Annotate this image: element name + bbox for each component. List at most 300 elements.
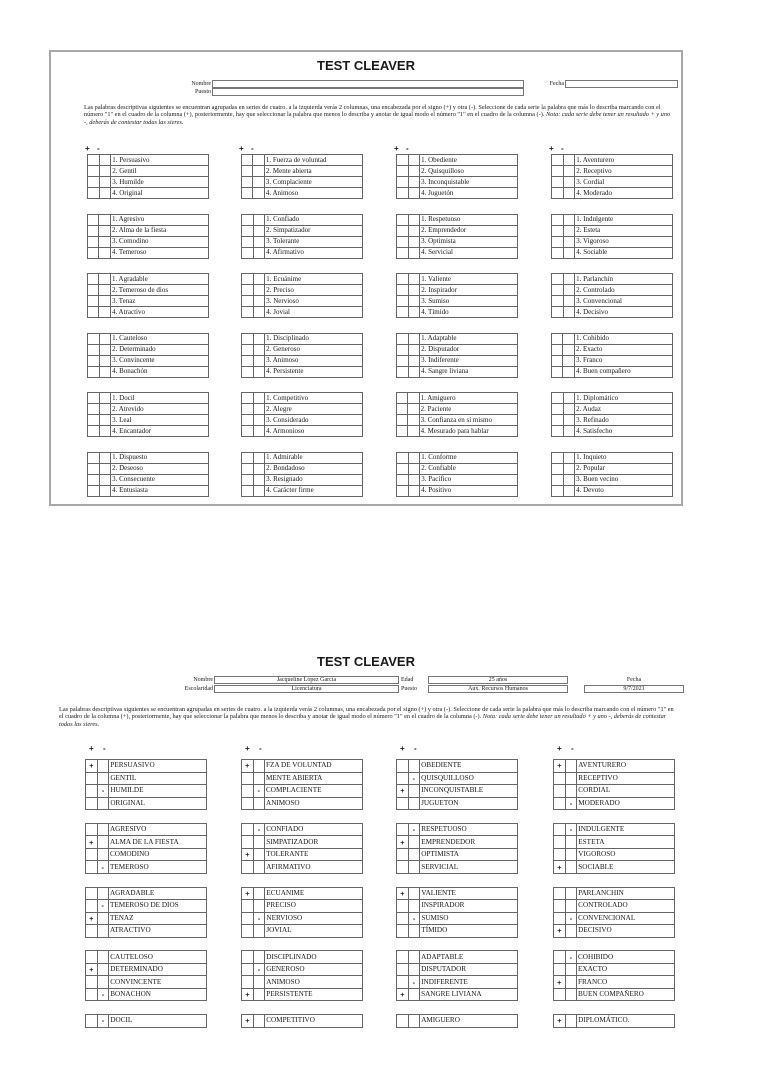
minus-checkbox[interactable] — [408, 155, 420, 166]
minus-checkbox[interactable] — [408, 296, 420, 307]
minus-checkbox[interactable] — [99, 285, 110, 296]
plus-checkbox[interactable]: + — [554, 925, 566, 938]
plus-checkbox[interactable] — [397, 344, 409, 355]
minus-checkbox[interactable] — [97, 912, 108, 925]
minus-checkbox[interactable] — [563, 155, 575, 166]
plus-checkbox[interactable] — [552, 344, 563, 355]
minus-checkbox[interactable] — [408, 355, 420, 366]
plus-checkbox[interactable] — [552, 307, 564, 318]
plus-checkbox[interactable] — [242, 296, 254, 307]
minus-checkbox[interactable] — [408, 785, 419, 798]
minus-checkbox[interactable]: - — [253, 823, 265, 836]
minus-checkbox[interactable] — [97, 823, 108, 836]
plus-checkbox[interactable] — [552, 393, 564, 404]
fecha-field[interactable] — [565, 80, 678, 88]
minus-checkbox[interactable] — [408, 404, 419, 415]
minus-checkbox[interactable] — [253, 344, 265, 355]
plus-checkbox[interactable] — [242, 951, 254, 964]
minus-checkbox[interactable] — [408, 900, 420, 913]
minus-checkbox[interactable] — [563, 344, 574, 355]
plus-checkbox[interactable] — [88, 415, 100, 426]
plus-checkbox[interactable] — [88, 463, 100, 474]
minus-checkbox[interactable] — [563, 274, 575, 285]
plus-checkbox[interactable] — [88, 214, 99, 225]
plus-checkbox[interactable] — [552, 236, 564, 247]
plus-checkbox[interactable] — [397, 274, 409, 285]
plus-checkbox[interactable] — [397, 823, 409, 836]
plus-checkbox[interactable] — [397, 366, 409, 377]
plus-checkbox[interactable] — [552, 485, 564, 496]
minus-checkbox[interactable] — [253, 366, 265, 377]
plus-checkbox[interactable] — [552, 426, 564, 437]
minus-checkbox[interactable] — [408, 836, 420, 849]
plus-checkbox[interactable] — [88, 474, 100, 485]
minus-checkbox[interactable] — [408, 285, 420, 296]
minus-checkbox[interactable] — [563, 404, 575, 415]
puesto-field[interactable]: Aux. Recursos Humanos — [428, 685, 568, 693]
minus-checkbox[interactable] — [565, 861, 577, 874]
plus-checkbox[interactable] — [397, 225, 409, 236]
plus-checkbox[interactable] — [552, 415, 564, 426]
minus-checkbox[interactable]: - — [565, 797, 577, 810]
plus-checkbox[interactable] — [242, 247, 254, 258]
plus-checkbox[interactable] — [554, 772, 566, 785]
plus-checkbox[interactable]: + — [397, 836, 409, 849]
minus-checkbox[interactable] — [253, 900, 265, 913]
minus-checkbox[interactable] — [565, 900, 577, 913]
minus-checkbox[interactable] — [97, 976, 109, 989]
minus-checkbox[interactable] — [99, 247, 110, 258]
minus-checkbox[interactable] — [99, 155, 111, 166]
plus-checkbox[interactable] — [242, 485, 254, 496]
minus-checkbox[interactable] — [408, 848, 420, 861]
minus-checkbox[interactable] — [408, 951, 420, 964]
minus-checkbox[interactable] — [408, 307, 420, 318]
minus-checkbox[interactable] — [99, 426, 111, 437]
minus-checkbox[interactable] — [408, 887, 420, 900]
minus-checkbox[interactable] — [253, 474, 265, 485]
minus-checkbox[interactable] — [408, 225, 420, 236]
minus-checkbox[interactable] — [253, 333, 265, 344]
plus-checkbox[interactable] — [397, 976, 409, 989]
plus-checkbox[interactable] — [554, 963, 566, 976]
plus-checkbox[interactable] — [397, 296, 409, 307]
plus-checkbox[interactable] — [397, 177, 409, 188]
plus-checkbox[interactable] — [88, 285, 99, 296]
plus-checkbox[interactable] — [554, 951, 566, 964]
minus-checkbox[interactable] — [408, 415, 419, 426]
minus-checkbox[interactable] — [99, 415, 111, 426]
edad-field[interactable]: 25 años — [428, 676, 568, 684]
minus-checkbox[interactable] — [99, 188, 111, 199]
minus-checkbox[interactable] — [253, 274, 265, 285]
minus-checkbox[interactable] — [99, 474, 111, 485]
plus-checkbox[interactable] — [552, 404, 564, 415]
minus-checkbox[interactable] — [408, 247, 420, 258]
minus-checkbox[interactable] — [253, 951, 265, 964]
plus-checkbox[interactable] — [242, 900, 254, 913]
minus-checkbox[interactable] — [563, 366, 574, 377]
minus-checkbox[interactable] — [563, 485, 575, 496]
plus-checkbox[interactable]: + — [397, 887, 409, 900]
plus-checkbox[interactable] — [397, 355, 409, 366]
plus-checkbox[interactable] — [86, 1015, 98, 1028]
minus-checkbox[interactable] — [563, 393, 575, 404]
plus-checkbox[interactable] — [397, 474, 409, 485]
nombre-field[interactable]: Jacqueline López García — [214, 676, 399, 684]
plus-checkbox[interactable] — [242, 426, 254, 437]
minus-checkbox[interactable] — [565, 887, 577, 900]
plus-checkbox[interactable] — [242, 976, 254, 989]
plus-checkbox[interactable] — [242, 912, 254, 925]
plus-checkbox[interactable] — [242, 344, 254, 355]
plus-checkbox[interactable] — [88, 155, 100, 166]
minus-checkbox[interactable] — [99, 463, 111, 474]
minus-checkbox[interactable]: - — [408, 912, 420, 925]
plus-checkbox[interactable] — [552, 274, 564, 285]
minus-checkbox[interactable] — [565, 848, 577, 861]
minus-checkbox[interactable] — [565, 1015, 576, 1028]
minus-checkbox[interactable] — [97, 951, 109, 964]
plus-checkbox[interactable] — [242, 861, 254, 874]
plus-checkbox[interactable] — [242, 836, 254, 849]
plus-checkbox[interactable] — [242, 404, 254, 415]
plus-checkbox[interactable] — [242, 366, 254, 377]
plus-checkbox[interactable] — [554, 900, 566, 913]
minus-checkbox[interactable] — [563, 214, 575, 225]
minus-checkbox[interactable] — [253, 426, 265, 437]
plus-checkbox[interactable] — [397, 155, 409, 166]
plus-checkbox[interactable] — [554, 887, 566, 900]
fecha-field[interactable]: 9/7/2021 — [584, 685, 684, 693]
minus-checkbox[interactable] — [97, 797, 109, 810]
minus-checkbox[interactable] — [253, 225, 265, 236]
plus-checkbox[interactable] — [242, 166, 253, 177]
minus-checkbox[interactable] — [97, 925, 108, 938]
minus-checkbox[interactable] — [408, 925, 420, 938]
plus-checkbox[interactable] — [552, 296, 564, 307]
plus-checkbox[interactable] — [242, 797, 254, 810]
plus-checkbox[interactable] — [242, 188, 253, 199]
plus-checkbox[interactable] — [397, 214, 409, 225]
minus-checkbox[interactable] — [253, 485, 265, 496]
plus-checkbox[interactable] — [552, 463, 564, 474]
plus-checkbox[interactable]: + — [554, 861, 566, 874]
plus-checkbox[interactable] — [554, 848, 566, 861]
minus-checkbox[interactable] — [408, 393, 419, 404]
minus-checkbox[interactable] — [253, 155, 264, 166]
plus-checkbox[interactable] — [397, 485, 409, 496]
plus-checkbox[interactable] — [554, 912, 566, 925]
plus-checkbox[interactable] — [552, 355, 563, 366]
minus-checkbox[interactable] — [253, 452, 265, 463]
minus-checkbox[interactable] — [253, 404, 265, 415]
plus-checkbox[interactable] — [397, 333, 409, 344]
plus-checkbox[interactable] — [242, 474, 254, 485]
minus-checkbox[interactable] — [253, 925, 265, 938]
plus-checkbox[interactable] — [397, 393, 408, 404]
minus-checkbox[interactable]: - — [253, 785, 264, 798]
minus-checkbox[interactable] — [97, 963, 109, 976]
minus-checkbox[interactable] — [563, 452, 575, 463]
plus-checkbox[interactable] — [552, 366, 563, 377]
minus-checkbox[interactable] — [253, 463, 265, 474]
minus-checkbox[interactable] — [408, 452, 420, 463]
minus-checkbox[interactable]: - — [97, 988, 109, 1001]
minus-checkbox[interactable]: - — [97, 785, 109, 798]
minus-checkbox[interactable] — [408, 861, 420, 874]
plus-checkbox[interactable]: + — [554, 1015, 566, 1028]
minus-checkbox[interactable] — [99, 214, 110, 225]
plus-checkbox[interactable]: + — [86, 836, 98, 849]
minus-checkbox[interactable] — [97, 848, 108, 861]
minus-checkbox[interactable] — [563, 247, 575, 258]
plus-checkbox[interactable] — [86, 951, 98, 964]
plus-checkbox[interactable] — [397, 307, 409, 318]
minus-checkbox[interactable] — [408, 177, 420, 188]
minus-checkbox[interactable] — [408, 474, 420, 485]
minus-checkbox[interactable] — [253, 393, 265, 404]
plus-checkbox[interactable] — [397, 925, 409, 938]
plus-checkbox[interactable] — [552, 188, 564, 199]
minus-checkbox[interactable] — [408, 963, 420, 976]
plus-checkbox[interactable] — [397, 236, 409, 247]
minus-checkbox[interactable] — [563, 474, 575, 485]
plus-checkbox[interactable] — [397, 404, 408, 415]
minus-checkbox[interactable] — [563, 307, 575, 318]
plus-checkbox[interactable] — [86, 823, 98, 836]
minus-checkbox[interactable] — [253, 760, 264, 773]
minus-checkbox[interactable]: - — [253, 963, 265, 976]
minus-checkbox[interactable]: - — [408, 823, 420, 836]
minus-checkbox[interactable] — [99, 344, 111, 355]
plus-checkbox[interactable] — [554, 836, 566, 849]
minus-checkbox[interactable] — [408, 344, 420, 355]
minus-checkbox[interactable] — [253, 415, 265, 426]
minus-checkbox[interactable]: - — [565, 912, 577, 925]
plus-checkbox[interactable] — [397, 452, 409, 463]
plus-checkbox[interactable] — [397, 900, 409, 913]
nombre-field[interactable] — [212, 80, 524, 88]
minus-checkbox[interactable] — [99, 404, 111, 415]
plus-checkbox[interactable]: + — [242, 848, 254, 861]
minus-checkbox[interactable] — [99, 452, 111, 463]
minus-checkbox[interactable] — [563, 166, 575, 177]
minus-checkbox[interactable] — [253, 307, 265, 318]
minus-checkbox[interactable] — [253, 887, 265, 900]
plus-checkbox[interactable] — [554, 823, 566, 836]
minus-checkbox[interactable] — [99, 485, 111, 496]
minus-checkbox[interactable] — [253, 772, 264, 785]
plus-checkbox[interactable] — [88, 296, 99, 307]
minus-checkbox[interactable] — [99, 236, 110, 247]
plus-checkbox[interactable] — [242, 236, 254, 247]
minus-checkbox[interactable] — [408, 797, 419, 810]
minus-checkbox[interactable] — [253, 988, 265, 1001]
plus-checkbox[interactable] — [88, 426, 100, 437]
minus-checkbox[interactable] — [253, 177, 264, 188]
plus-checkbox[interactable] — [552, 285, 564, 296]
plus-checkbox[interactable] — [397, 426, 408, 437]
minus-checkbox[interactable] — [408, 166, 420, 177]
minus-checkbox[interactable] — [99, 366, 111, 377]
plus-checkbox[interactable] — [554, 797, 566, 810]
minus-checkbox[interactable]: - — [97, 900, 108, 913]
minus-checkbox[interactable] — [253, 236, 265, 247]
plus-checkbox[interactable] — [242, 452, 254, 463]
plus-checkbox[interactable] — [552, 177, 564, 188]
plus-checkbox[interactable] — [88, 225, 99, 236]
plus-checkbox[interactable] — [397, 963, 409, 976]
minus-checkbox[interactable] — [563, 236, 575, 247]
minus-checkbox[interactable] — [565, 963, 576, 976]
minus-checkbox[interactable] — [253, 166, 264, 177]
plus-checkbox[interactable]: + — [86, 760, 98, 773]
plus-checkbox[interactable] — [88, 366, 100, 377]
minus-checkbox[interactable] — [563, 355, 574, 366]
plus-checkbox[interactable] — [242, 415, 254, 426]
minus-checkbox[interactable] — [565, 925, 577, 938]
plus-checkbox[interactable] — [397, 848, 409, 861]
minus-checkbox[interactable] — [565, 836, 577, 849]
plus-checkbox[interactable] — [242, 177, 253, 188]
minus-checkbox[interactable] — [563, 285, 575, 296]
plus-checkbox[interactable] — [552, 166, 564, 177]
minus-checkbox[interactable] — [97, 760, 109, 773]
minus-checkbox[interactable] — [253, 188, 264, 199]
plus-checkbox[interactable] — [397, 797, 409, 810]
plus-checkbox[interactable] — [88, 485, 100, 496]
minus-checkbox[interactable] — [253, 214, 265, 225]
minus-checkbox[interactable] — [99, 355, 111, 366]
plus-checkbox[interactable] — [88, 188, 100, 199]
plus-checkbox[interactable] — [86, 976, 98, 989]
plus-checkbox[interactable] — [242, 225, 254, 236]
minus-checkbox[interactable]: - — [408, 976, 420, 989]
plus-checkbox[interactable] — [242, 963, 254, 976]
plus-checkbox[interactable] — [554, 988, 566, 1001]
plus-checkbox[interactable] — [397, 188, 409, 199]
plus-checkbox[interactable]: + — [242, 760, 254, 773]
minus-checkbox[interactable]: - — [565, 823, 577, 836]
minus-checkbox[interactable] — [408, 426, 419, 437]
plus-checkbox[interactable] — [88, 247, 99, 258]
plus-checkbox[interactable] — [86, 785, 98, 798]
plus-checkbox[interactable] — [88, 177, 100, 188]
minus-checkbox[interactable] — [563, 177, 575, 188]
plus-checkbox[interactable] — [552, 225, 564, 236]
plus-checkbox[interactable] — [554, 785, 566, 798]
minus-checkbox[interactable] — [99, 393, 111, 404]
plus-checkbox[interactable] — [88, 166, 100, 177]
plus-checkbox[interactable] — [552, 452, 564, 463]
minus-checkbox[interactable] — [99, 333, 111, 344]
plus-checkbox[interactable] — [242, 307, 254, 318]
plus-checkbox[interactable] — [242, 155, 253, 166]
minus-checkbox[interactable] — [408, 485, 420, 496]
minus-checkbox[interactable] — [97, 887, 108, 900]
minus-checkbox[interactable] — [408, 463, 420, 474]
minus-checkbox[interactable] — [565, 976, 576, 989]
minus-checkbox[interactable] — [408, 274, 420, 285]
minus-checkbox[interactable] — [253, 355, 265, 366]
plus-checkbox[interactable]: + — [554, 760, 566, 773]
minus-checkbox[interactable] — [408, 236, 420, 247]
minus-checkbox[interactable] — [565, 760, 577, 773]
plus-checkbox[interactable] — [552, 214, 564, 225]
plus-checkbox[interactable] — [242, 772, 254, 785]
minus-checkbox[interactable] — [99, 177, 111, 188]
plus-checkbox[interactable] — [88, 355, 100, 366]
plus-checkbox[interactable] — [86, 848, 98, 861]
plus-checkbox[interactable] — [397, 463, 409, 474]
plus-checkbox[interactable] — [86, 797, 98, 810]
plus-checkbox[interactable] — [86, 887, 98, 900]
plus-checkbox[interactable] — [86, 900, 98, 913]
minus-checkbox[interactable] — [563, 426, 575, 437]
minus-checkbox[interactable] — [253, 848, 265, 861]
minus-checkbox[interactable] — [563, 463, 575, 474]
plus-checkbox[interactable] — [88, 274, 99, 285]
minus-checkbox[interactable] — [99, 274, 110, 285]
minus-checkbox[interactable] — [408, 333, 420, 344]
plus-checkbox[interactable] — [242, 214, 254, 225]
plus-checkbox[interactable] — [242, 785, 254, 798]
plus-checkbox[interactable] — [552, 474, 564, 485]
plus-checkbox[interactable] — [397, 415, 408, 426]
minus-checkbox[interactable] — [97, 836, 108, 849]
plus-checkbox[interactable] — [88, 236, 99, 247]
plus-checkbox[interactable] — [86, 925, 98, 938]
minus-checkbox[interactable] — [253, 861, 265, 874]
plus-checkbox[interactable] — [397, 166, 409, 177]
plus-checkbox[interactable]: + — [242, 1015, 254, 1028]
plus-checkbox[interactable] — [86, 861, 98, 874]
plus-checkbox[interactable]: + — [242, 887, 254, 900]
plus-checkbox[interactable] — [397, 912, 409, 925]
minus-checkbox[interactable] — [563, 296, 575, 307]
minus-checkbox[interactable]: - — [408, 772, 419, 785]
minus-checkbox[interactable] — [408, 988, 420, 1001]
minus-checkbox[interactable] — [99, 296, 110, 307]
plus-checkbox[interactable] — [242, 274, 254, 285]
plus-checkbox[interactable] — [397, 1015, 409, 1028]
minus-checkbox[interactable] — [565, 988, 576, 1001]
plus-checkbox[interactable] — [552, 247, 564, 258]
plus-checkbox[interactable]: + — [242, 988, 254, 1001]
minus-checkbox[interactable] — [563, 333, 574, 344]
minus-checkbox[interactable] — [563, 225, 575, 236]
plus-checkbox[interactable] — [88, 393, 100, 404]
minus-checkbox[interactable]: - — [97, 861, 108, 874]
plus-checkbox[interactable] — [397, 760, 409, 773]
minus-checkbox[interactable] — [408, 188, 420, 199]
plus-checkbox[interactable] — [86, 988, 98, 1001]
plus-checkbox[interactable] — [242, 393, 254, 404]
minus-checkbox[interactable] — [408, 366, 420, 377]
plus-checkbox[interactable] — [552, 333, 563, 344]
minus-checkbox[interactable] — [253, 836, 265, 849]
plus-checkbox[interactable] — [242, 355, 254, 366]
plus-checkbox[interactable] — [397, 772, 409, 785]
plus-checkbox[interactable] — [242, 823, 254, 836]
plus-checkbox[interactable] — [88, 452, 100, 463]
minus-checkbox[interactable] — [99, 166, 111, 177]
minus-checkbox[interactable]: - — [97, 1015, 109, 1028]
minus-checkbox[interactable] — [563, 188, 575, 199]
plus-checkbox[interactable] — [397, 951, 409, 964]
plus-checkbox[interactable] — [397, 247, 409, 258]
